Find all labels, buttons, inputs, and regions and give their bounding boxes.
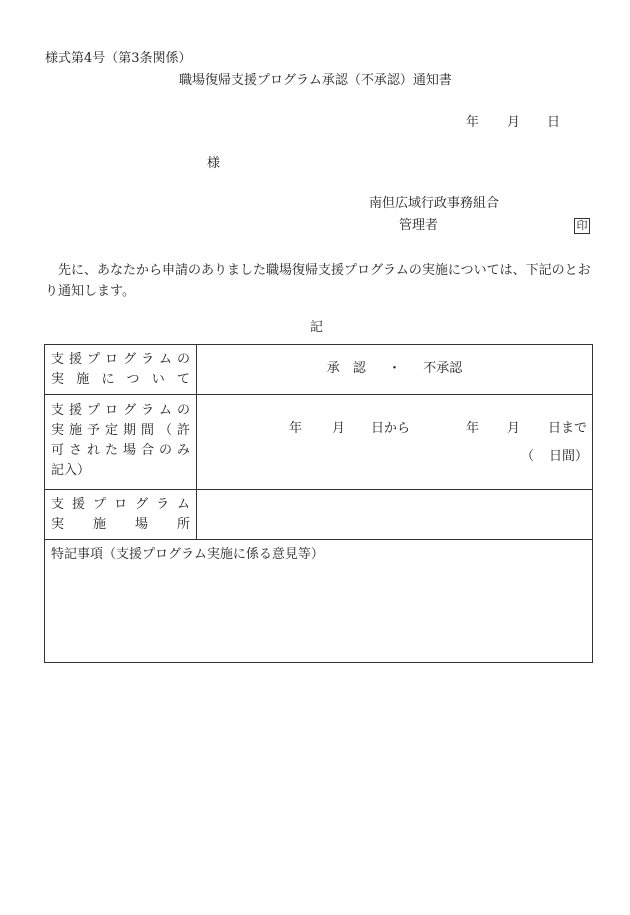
label-cell — [45, 490, 197, 540]
addressee-suffix: 様 — [207, 156, 221, 171]
row1-label-line2: 実施について — [51, 372, 190, 387]
end-year: 年 — [466, 421, 480, 436]
approve-option: 承 認 — [326, 361, 366, 376]
date-year: 年 — [466, 115, 480, 130]
end-month: 月 — [507, 421, 521, 436]
separator-dot: ・ — [387, 361, 401, 376]
end-day: 日まで — [548, 421, 588, 436]
days-label: 日間） — [549, 449, 589, 464]
days-open-paren: （ — [521, 449, 535, 464]
label-cell — [45, 395, 197, 490]
location-value-cell — [197, 490, 593, 540]
date-day: 日 — [547, 115, 561, 130]
issuer-title: 管理者 — [399, 218, 439, 233]
notice-table — [44, 344, 593, 663]
start-month: 月 — [332, 421, 346, 436]
period-cell — [197, 395, 593, 490]
row2-label-line2: 実施予定期間（許 — [51, 423, 190, 438]
remarks-cell — [45, 540, 593, 663]
body-text: 先に、あなたから申請のありました職場復帰支援プログラムの実施については、下記のとおり通知します。 — [45, 263, 591, 299]
document-title: 職場復帰支援プログラム承認（不承認）通知書 — [179, 73, 452, 88]
table-row-implementation — [45, 345, 593, 395]
row1-label-line1: 支援プログラムの — [51, 352, 190, 367]
table-row-remarks — [45, 540, 593, 663]
row2-label-line4: 記入） — [51, 463, 91, 478]
date-month: 月 — [507, 115, 521, 130]
form-number: 様式第4号（第3条関係） — [45, 51, 192, 66]
table-row-location — [45, 490, 593, 540]
start-day: 日から — [371, 421, 411, 436]
approval-cell — [197, 345, 593, 395]
row2-label-line3: 可された場合のみ — [51, 443, 190, 458]
row3-label-line1: 支援プログラム — [51, 497, 190, 512]
row3-label-line2: 実施場所 — [51, 517, 190, 532]
label-cell — [45, 345, 197, 395]
issuer-organization: 南但広域行政事務組合 — [369, 196, 500, 211]
remarks-label: 特記事項（支援プログラム実施に係る意見等） — [51, 547, 324, 562]
reject-option: 不承認 — [423, 361, 463, 376]
table-row-period — [45, 395, 593, 490]
start-year: 年 — [289, 421, 303, 436]
row2-label-line1: 支援プログラムの — [51, 403, 190, 418]
ki-heading: 記 — [310, 320, 324, 335]
seal-stamp: 印 — [574, 218, 590, 234]
